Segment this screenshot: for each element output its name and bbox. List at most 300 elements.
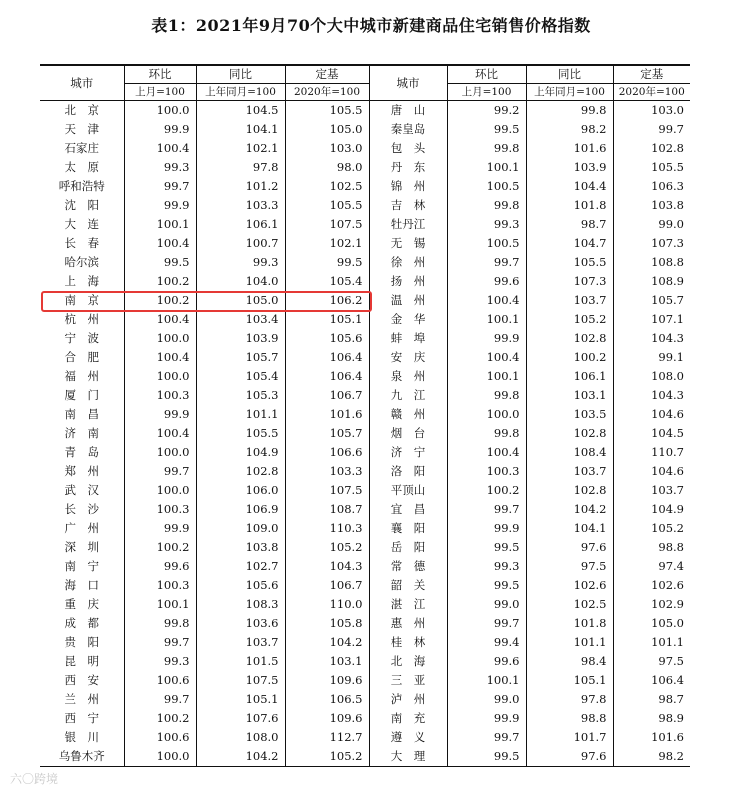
yoy-value-l: 108.0 bbox=[196, 728, 285, 747]
mom-value-l: 99.9 bbox=[124, 519, 196, 538]
mom-value-l: 100.0 bbox=[124, 443, 196, 462]
base-value-l: 109.6 bbox=[285, 709, 369, 728]
base-value-l: 106.7 bbox=[285, 386, 369, 405]
base-value-r: 105.0 bbox=[613, 614, 690, 633]
table-row bbox=[40, 519, 690, 538]
header-row bbox=[40, 65, 690, 84]
city-name-r: 三 亚 bbox=[369, 671, 447, 690]
mom-value-l: 100.2 bbox=[124, 272, 196, 291]
table-row bbox=[40, 633, 690, 652]
base-value-l: 105.5 bbox=[285, 101, 369, 121]
table-row bbox=[40, 443, 690, 462]
header-base-left: 定基 bbox=[285, 65, 369, 84]
city-name-l: 深 圳 bbox=[64, 540, 99, 554]
yoy-value-l: 103.6 bbox=[196, 614, 285, 633]
header-base-base-left: 2020年=100 bbox=[285, 84, 369, 101]
yoy-value-r: 103.7 bbox=[526, 462, 613, 481]
base-value-l: 102.5 bbox=[285, 177, 369, 196]
yoy-value-l: 105.0 bbox=[196, 291, 285, 310]
mom-value-l: 100.4 bbox=[124, 348, 196, 367]
city-name-l: 贵 阳 bbox=[64, 635, 99, 649]
city-name-r: 平顶山 bbox=[369, 481, 447, 500]
base-value-r: 104.9 bbox=[613, 500, 690, 519]
mom-value-r: 99.7 bbox=[447, 614, 526, 633]
highlight-box bbox=[41, 291, 372, 312]
city-name-l: 济 南 bbox=[64, 426, 99, 440]
base-value-l: 98.0 bbox=[285, 158, 369, 177]
mom-value-l: 99.7 bbox=[124, 462, 196, 481]
city-name-r: 牡丹江 bbox=[369, 215, 447, 234]
base-value-r: 104.3 bbox=[613, 329, 690, 348]
yoy-value-l: 104.1 bbox=[196, 120, 285, 139]
table-row bbox=[40, 177, 690, 196]
mom-value-l: 100.4 bbox=[124, 424, 196, 443]
base-value-l: 107.5 bbox=[285, 481, 369, 500]
mom-value-l: 100.4 bbox=[124, 234, 196, 253]
yoy-value-l: 102.8 bbox=[196, 462, 285, 481]
city-name-l: 海 口 bbox=[64, 578, 99, 592]
city-name-r: 徐 州 bbox=[369, 253, 447, 272]
city-name-l: 厦 门 bbox=[64, 388, 99, 402]
table-row bbox=[40, 272, 690, 291]
yoy-value-r: 97.6 bbox=[526, 747, 613, 767]
base-value-r: 103.0 bbox=[613, 101, 690, 121]
base-value-r: 105.7 bbox=[613, 291, 690, 310]
yoy-value-l: 108.3 bbox=[196, 595, 285, 614]
city-name-r: 北 海 bbox=[369, 652, 447, 671]
yoy-value-l: 105.7 bbox=[196, 348, 285, 367]
city-name-l: 青 岛 bbox=[64, 445, 99, 459]
yoy-value-r: 103.1 bbox=[526, 386, 613, 405]
city-name-r: 安 庆 bbox=[369, 348, 447, 367]
mom-value-l: 100.0 bbox=[124, 329, 196, 348]
base-value-l: 105.7 bbox=[285, 424, 369, 443]
city-name-l: 郑 州 bbox=[64, 464, 99, 478]
yoy-value-r: 97.5 bbox=[526, 557, 613, 576]
yoy-value-l: 100.7 bbox=[196, 234, 285, 253]
base-value-r: 105.5 bbox=[613, 158, 690, 177]
city-name-l: 昆 明 bbox=[64, 654, 99, 668]
city-name-r: 韶 关 bbox=[369, 576, 447, 595]
base-value-r: 108.0 bbox=[613, 367, 690, 386]
city-name-r: 惠 州 bbox=[369, 614, 447, 633]
base-value-l: 109.6 bbox=[285, 671, 369, 690]
table-row bbox=[40, 576, 690, 595]
mom-value-r: 99.5 bbox=[447, 747, 526, 767]
mom-value-r: 99.5 bbox=[447, 538, 526, 557]
table-row bbox=[40, 671, 690, 690]
table-row bbox=[40, 709, 690, 728]
city-name-r: 丹 东 bbox=[369, 158, 447, 177]
mom-value-r: 99.5 bbox=[447, 576, 526, 595]
base-value-l: 105.0 bbox=[285, 120, 369, 139]
mom-value-r: 100.1 bbox=[447, 671, 526, 690]
base-value-r: 106.4 bbox=[613, 671, 690, 690]
base-value-r: 108.8 bbox=[613, 253, 690, 272]
base-value-r: 106.3 bbox=[613, 177, 690, 196]
mom-value-r: 99.8 bbox=[447, 386, 526, 405]
yoy-value-r: 101.6 bbox=[526, 139, 613, 158]
base-value-r: 104.6 bbox=[613, 462, 690, 481]
base-value-r: 99.1 bbox=[613, 348, 690, 367]
header-yoy-left: 同比 bbox=[196, 65, 285, 84]
yoy-value-r: 98.8 bbox=[526, 709, 613, 728]
mom-value-r: 99.3 bbox=[447, 557, 526, 576]
base-value-l: 104.2 bbox=[285, 633, 369, 652]
yoy-value-l: 101.1 bbox=[196, 405, 285, 424]
table-row bbox=[40, 158, 690, 177]
table-row bbox=[40, 424, 690, 443]
city-name-r: 常 德 bbox=[369, 557, 447, 576]
yoy-value-r: 98.4 bbox=[526, 652, 613, 671]
header-yoy-right: 同比 bbox=[526, 65, 613, 84]
mom-value-r: 100.2 bbox=[447, 481, 526, 500]
mom-value-l: 100.4 bbox=[124, 139, 196, 158]
mom-value-r: 100.3 bbox=[447, 462, 526, 481]
header-city-left: 城市 bbox=[40, 65, 124, 101]
base-value-l: 99.5 bbox=[285, 253, 369, 272]
table-row bbox=[40, 348, 690, 367]
yoy-value-r: 103.9 bbox=[526, 158, 613, 177]
mom-value-l: 99.7 bbox=[124, 633, 196, 652]
base-value-r: 108.9 bbox=[613, 272, 690, 291]
base-value-r: 98.8 bbox=[613, 538, 690, 557]
mom-value-l: 99.7 bbox=[124, 177, 196, 196]
yoy-value-l: 105.5 bbox=[196, 424, 285, 443]
yoy-value-r: 101.8 bbox=[526, 614, 613, 633]
mom-value-l: 100.0 bbox=[124, 747, 196, 767]
mom-value-r: 99.0 bbox=[447, 595, 526, 614]
header-base-right: 定基 bbox=[613, 65, 690, 84]
yoy-value-r: 106.1 bbox=[526, 367, 613, 386]
mom-value-r: 100.1 bbox=[447, 310, 526, 329]
mom-value-r: 99.8 bbox=[447, 424, 526, 443]
yoy-value-l: 103.7 bbox=[196, 633, 285, 652]
yoy-value-l: 101.2 bbox=[196, 177, 285, 196]
mom-value-r: 100.4 bbox=[447, 291, 526, 310]
table-row bbox=[40, 557, 690, 576]
city-name-l: 兰 州 bbox=[64, 692, 99, 706]
city-name-r: 湛 江 bbox=[369, 595, 447, 614]
yoy-value-r: 102.5 bbox=[526, 595, 613, 614]
header-mom-left: 环比 bbox=[124, 65, 196, 84]
city-name-r: 温 州 bbox=[369, 291, 447, 310]
header-city-right: 城市 bbox=[369, 65, 447, 101]
mom-value-l: 100.2 bbox=[124, 709, 196, 728]
mom-value-r: 99.6 bbox=[447, 272, 526, 291]
mom-value-r: 99.9 bbox=[447, 329, 526, 348]
mom-value-r: 99.7 bbox=[447, 500, 526, 519]
yoy-value-l: 104.0 bbox=[196, 272, 285, 291]
city-name-r: 九 江 bbox=[369, 386, 447, 405]
yoy-value-l: 102.1 bbox=[196, 139, 285, 158]
yoy-value-l: 105.4 bbox=[196, 367, 285, 386]
base-value-r: 102.8 bbox=[613, 139, 690, 158]
city-name-r: 泉 州 bbox=[369, 367, 447, 386]
base-value-l: 112.7 bbox=[285, 728, 369, 747]
yoy-value-r: 100.2 bbox=[526, 348, 613, 367]
table-row bbox=[40, 538, 690, 557]
yoy-value-l: 106.0 bbox=[196, 481, 285, 500]
city-name-r: 泸 州 bbox=[369, 690, 447, 709]
base-value-r: 104.3 bbox=[613, 386, 690, 405]
base-value-l: 105.4 bbox=[285, 272, 369, 291]
header-subrow bbox=[40, 84, 690, 101]
mom-value-l: 99.9 bbox=[124, 405, 196, 424]
base-value-l: 110.0 bbox=[285, 595, 369, 614]
table-row bbox=[40, 253, 690, 272]
base-value-r: 99.7 bbox=[613, 120, 690, 139]
base-value-r: 102.9 bbox=[613, 595, 690, 614]
yoy-value-l: 104.9 bbox=[196, 443, 285, 462]
yoy-value-l: 101.5 bbox=[196, 652, 285, 671]
mom-value-l: 99.5 bbox=[124, 253, 196, 272]
table-row bbox=[40, 139, 690, 158]
yoy-value-r: 104.4 bbox=[526, 177, 613, 196]
page-title: 表1：2021年9月70个大中城市新建商品住宅销售价格指数 bbox=[151, 16, 591, 35]
city-name-r: 桂 林 bbox=[369, 633, 447, 652]
mom-value-r: 100.0 bbox=[447, 405, 526, 424]
table-body bbox=[40, 101, 690, 767]
base-value-r: 104.6 bbox=[613, 405, 690, 424]
base-value-l: 110.3 bbox=[285, 519, 369, 538]
mom-value-l: 99.8 bbox=[124, 614, 196, 633]
mom-value-l: 100.2 bbox=[124, 291, 196, 310]
mom-value-r: 99.9 bbox=[447, 709, 526, 728]
yoy-value-l: 105.6 bbox=[196, 576, 285, 595]
mom-value-l: 100.3 bbox=[124, 386, 196, 405]
city-name-l: 西 安 bbox=[64, 673, 99, 687]
mom-value-r: 99.3 bbox=[447, 215, 526, 234]
base-value-l: 108.7 bbox=[285, 500, 369, 519]
yoy-value-l: 106.1 bbox=[196, 215, 285, 234]
base-value-r: 110.7 bbox=[613, 443, 690, 462]
city-name-r: 蚌 埠 bbox=[369, 329, 447, 348]
mom-value-r: 99.2 bbox=[447, 101, 526, 121]
yoy-value-l: 99.3 bbox=[196, 253, 285, 272]
header-yoy-base-right: 上年同月=100 bbox=[526, 84, 613, 101]
table-row bbox=[40, 196, 690, 215]
city-name-l: 南 京 bbox=[64, 293, 99, 307]
yoy-value-r: 102.8 bbox=[526, 329, 613, 348]
yoy-value-l: 104.2 bbox=[196, 747, 285, 767]
yoy-value-r: 102.6 bbox=[526, 576, 613, 595]
city-name-l: 呼和浩特 bbox=[58, 179, 105, 193]
base-value-l: 102.1 bbox=[285, 234, 369, 253]
yoy-value-r: 105.5 bbox=[526, 253, 613, 272]
table-row bbox=[40, 367, 690, 386]
mom-value-r: 99.5 bbox=[447, 120, 526, 139]
price-index-table bbox=[40, 64, 690, 767]
yoy-value-r: 107.3 bbox=[526, 272, 613, 291]
base-value-l: 103.3 bbox=[285, 462, 369, 481]
yoy-value-r: 105.2 bbox=[526, 310, 613, 329]
mom-value-l: 100.3 bbox=[124, 500, 196, 519]
mom-value-l: 99.7 bbox=[124, 690, 196, 709]
base-value-l: 106.7 bbox=[285, 576, 369, 595]
yoy-value-l: 102.7 bbox=[196, 557, 285, 576]
city-name-l: 南 昌 bbox=[64, 407, 99, 421]
base-value-l: 105.6 bbox=[285, 329, 369, 348]
mom-value-r: 99.8 bbox=[447, 196, 526, 215]
mom-value-l: 100.0 bbox=[124, 367, 196, 386]
city-name-r: 包 头 bbox=[369, 139, 447, 158]
yoy-value-r: 98.2 bbox=[526, 120, 613, 139]
base-value-r: 105.2 bbox=[613, 519, 690, 538]
yoy-value-l: 103.4 bbox=[196, 310, 285, 329]
yoy-value-r: 104.1 bbox=[526, 519, 613, 538]
city-name-l: 广 州 bbox=[64, 521, 99, 535]
base-value-r: 101.6 bbox=[613, 728, 690, 747]
yoy-value-l: 105.1 bbox=[196, 690, 285, 709]
city-name-l: 北 京 bbox=[64, 103, 99, 117]
yoy-value-r: 99.8 bbox=[526, 101, 613, 121]
mom-value-r: 100.5 bbox=[447, 234, 526, 253]
yoy-value-l: 105.3 bbox=[196, 386, 285, 405]
city-name-l: 乌鲁木齐 bbox=[40, 747, 124, 767]
yoy-value-r: 101.8 bbox=[526, 196, 613, 215]
city-name-r: 宜 昌 bbox=[369, 500, 447, 519]
yoy-value-r: 101.1 bbox=[526, 633, 613, 652]
mom-value-l: 99.9 bbox=[124, 120, 196, 139]
city-name-r: 锦 州 bbox=[369, 177, 447, 196]
yoy-value-r: 108.4 bbox=[526, 443, 613, 462]
base-value-l: 104.3 bbox=[285, 557, 369, 576]
yoy-value-l: 103.3 bbox=[196, 196, 285, 215]
mom-value-l: 100.2 bbox=[124, 538, 196, 557]
mom-value-r: 99.8 bbox=[447, 139, 526, 158]
base-value-r: 98.9 bbox=[613, 709, 690, 728]
yoy-value-r: 102.8 bbox=[526, 481, 613, 500]
mom-value-r: 100.1 bbox=[447, 367, 526, 386]
mom-value-l: 99.3 bbox=[124, 652, 196, 671]
base-value-r: 107.1 bbox=[613, 310, 690, 329]
mom-value-l: 99.3 bbox=[124, 158, 196, 177]
mom-value-r: 100.4 bbox=[447, 443, 526, 462]
base-value-l: 105.1 bbox=[285, 310, 369, 329]
base-value-r: 97.4 bbox=[613, 557, 690, 576]
header-yoy-base-left: 上年同月=100 bbox=[196, 84, 285, 101]
yoy-value-r: 97.6 bbox=[526, 538, 613, 557]
city-name-r: 岳 阳 bbox=[369, 538, 447, 557]
table-row bbox=[40, 386, 690, 405]
base-value-r: 98.7 bbox=[613, 690, 690, 709]
mom-value-r: 99.0 bbox=[447, 690, 526, 709]
table-row bbox=[40, 481, 690, 500]
city-name-l: 杭 州 bbox=[64, 312, 99, 326]
city-name-l: 银 川 bbox=[64, 730, 99, 744]
city-name-r: 无 锡 bbox=[369, 234, 447, 253]
city-name-l: 沈 阳 bbox=[64, 198, 99, 212]
yoy-value-l: 104.5 bbox=[196, 101, 285, 121]
table-row bbox=[40, 614, 690, 633]
city-name-l: 长 春 bbox=[64, 236, 99, 250]
mom-value-l: 100.6 bbox=[124, 671, 196, 690]
mom-value-l: 100.3 bbox=[124, 576, 196, 595]
city-name-r: 大 理 bbox=[369, 747, 447, 767]
base-value-l: 105.2 bbox=[285, 538, 369, 557]
yoy-value-l: 106.9 bbox=[196, 500, 285, 519]
city-name-r: 赣 州 bbox=[369, 405, 447, 424]
yoy-value-r: 103.5 bbox=[526, 405, 613, 424]
base-value-l: 106.4 bbox=[285, 367, 369, 386]
base-value-l: 105.5 bbox=[285, 196, 369, 215]
base-value-r: 103.7 bbox=[613, 481, 690, 500]
mom-value-r: 99.9 bbox=[447, 519, 526, 538]
mom-value-l: 100.6 bbox=[124, 728, 196, 747]
base-value-l: 105.8 bbox=[285, 614, 369, 633]
mom-value-r: 99.6 bbox=[447, 652, 526, 671]
table-row bbox=[40, 310, 690, 329]
table-row bbox=[40, 215, 690, 234]
city-name-r: 烟 台 bbox=[369, 424, 447, 443]
city-name-l: 宁 波 bbox=[64, 331, 99, 345]
mom-value-l: 100.4 bbox=[124, 310, 196, 329]
table-row bbox=[40, 500, 690, 519]
yoy-value-r: 101.7 bbox=[526, 728, 613, 747]
watermark: 六〇跨境 bbox=[10, 772, 59, 786]
city-name-l: 重 庆 bbox=[64, 597, 99, 611]
table-row bbox=[40, 234, 690, 253]
mom-value-r: 100.5 bbox=[447, 177, 526, 196]
mom-value-r: 100.1 bbox=[447, 158, 526, 177]
mom-value-l: 100.1 bbox=[124, 215, 196, 234]
mom-value-r: 99.7 bbox=[447, 253, 526, 272]
yoy-value-r: 104.2 bbox=[526, 500, 613, 519]
table-row bbox=[40, 462, 690, 481]
mom-value-l: 100.0 bbox=[124, 481, 196, 500]
base-value-l: 101.6 bbox=[285, 405, 369, 424]
yoy-value-r: 102.8 bbox=[526, 424, 613, 443]
base-value-r: 101.1 bbox=[613, 633, 690, 652]
yoy-value-l: 109.0 bbox=[196, 519, 285, 538]
base-value-l: 106.5 bbox=[285, 690, 369, 709]
base-value-r: 103.8 bbox=[613, 196, 690, 215]
base-value-l: 107.5 bbox=[285, 215, 369, 234]
mom-value-l: 100.1 bbox=[124, 595, 196, 614]
city-name-r: 唐 山 bbox=[369, 101, 447, 121]
city-name-l: 天 津 bbox=[64, 122, 99, 136]
header-mom-base-left: 上月=100 bbox=[124, 84, 196, 101]
table-row bbox=[40, 690, 690, 709]
yoy-value-l: 103.8 bbox=[196, 538, 285, 557]
yoy-value-r: 97.8 bbox=[526, 690, 613, 709]
city-name-l: 上 海 bbox=[64, 274, 99, 288]
city-name-l: 长 沙 bbox=[64, 502, 99, 516]
base-value-l: 106.4 bbox=[285, 348, 369, 367]
header-mom-right: 环比 bbox=[447, 65, 526, 84]
yoy-value-r: 103.7 bbox=[526, 291, 613, 310]
city-name-r: 吉 林 bbox=[369, 196, 447, 215]
base-value-l: 105.2 bbox=[285, 747, 369, 767]
mom-value-l: 99.6 bbox=[124, 557, 196, 576]
header-mom-base-right: 上月=100 bbox=[447, 84, 526, 101]
city-name-l: 西 宁 bbox=[64, 711, 99, 725]
city-name-r: 秦皇岛 bbox=[369, 120, 447, 139]
city-name-l: 合 肥 bbox=[64, 350, 99, 364]
header-base-base-right: 2020年=100 bbox=[613, 84, 690, 101]
table-row bbox=[40, 329, 690, 348]
city-name-r: 济 宁 bbox=[369, 443, 447, 462]
city-name-l: 武 汉 bbox=[64, 483, 99, 497]
mom-value-r: 100.4 bbox=[447, 348, 526, 367]
mom-value-r: 99.7 bbox=[447, 728, 526, 747]
mom-value-l: 100.0 bbox=[124, 101, 196, 121]
base-value-l: 106.2 bbox=[285, 291, 369, 310]
yoy-value-r: 105.1 bbox=[526, 671, 613, 690]
table-row bbox=[40, 652, 690, 671]
base-value-r: 97.5 bbox=[613, 652, 690, 671]
